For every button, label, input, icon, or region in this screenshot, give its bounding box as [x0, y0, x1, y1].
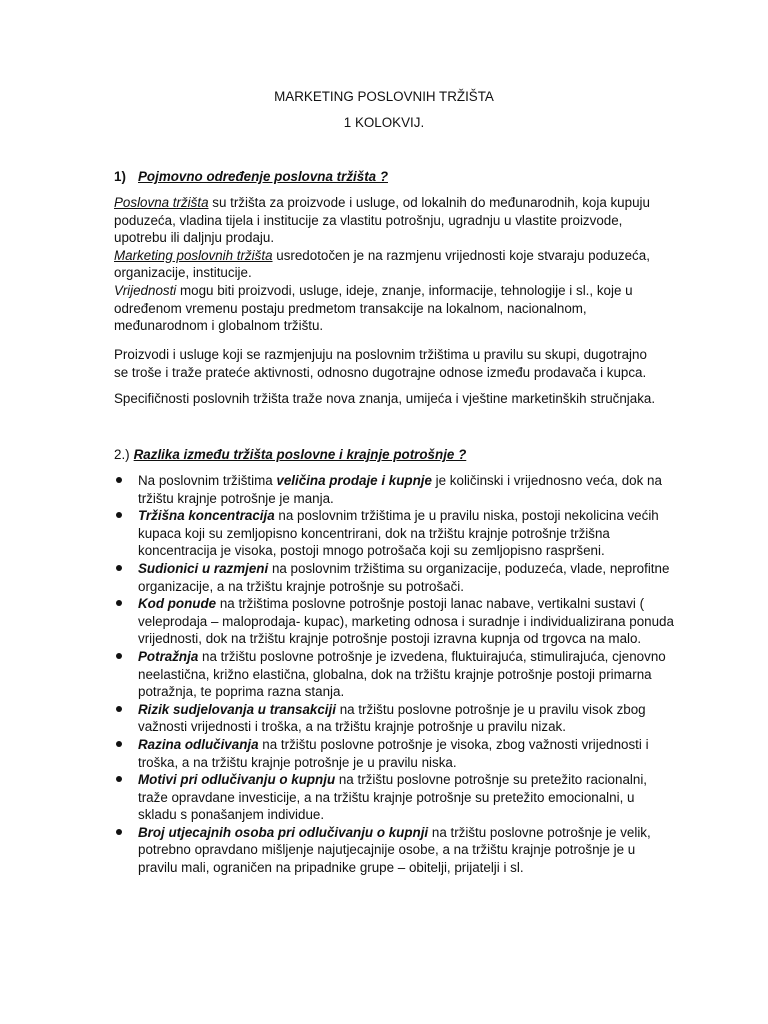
definition-marketing: [114, 247, 662, 282]
bullet-icon: [116, 776, 122, 782]
bullet-icon: [116, 829, 122, 835]
definition-term: Vrijednosti: [114, 282, 177, 298]
bullet-icon: [116, 600, 122, 606]
definition-text: su tržišta za proizvode i usluge, od lokalnih do međunarodnih, koja kupuju poduzeća, vladina tijela i institucije za vlastitu potrošnju, ugradnju u vlastite proizvode, upotrebu ili daljnju prodaju.: [114, 195, 650, 246]
list-item: [0, 560, 674, 595]
paragraph-products-services: Proizvodi i usluge koji se razmjenjuju na poslovnim tržištima u pravilu su skupi, dugotrajno se troše i traže prateće aktivnosti, odnosno dugotrajne odnose između prodavača i kupca.: [114, 347, 647, 380]
list-item: [0, 472, 674, 507]
paragraph-specifics: Specifičnosti poslovnih tržišta traže nova znanja, umijeća i vještine marketinških stručnjaka.: [114, 391, 656, 406]
differences-list: [0, 472, 768, 877]
item-prefix: Na poslovnim tržištima: [138, 473, 277, 488]
item-term: Broj utjecajnih osoba pri odlučivanju o kupnji: [138, 824, 429, 840]
document-title: MARKETING POSLOVNIH TRŽIŠTA: [274, 89, 494, 104]
definitions-paragraph: [114, 194, 662, 335]
definition-term: Poslovna tržišta: [114, 195, 209, 210]
item-text: je količinski i vrijednosno veća, dok na tržištu krajnje potrošnje je manja.: [138, 473, 662, 506]
item-text: na tržištu poslovne potrošnje je izvedena, fluktuirajuća, stimulirajuća, cjenovno neelastična, križno elastična, globalna, dok na tržištu krajnje potrošnje postoji primarna potražnja, te poprima razna stanja.: [138, 648, 666, 700]
item-term: Kod ponude: [138, 596, 217, 612]
item-text: na poslovnim tržištima je u pravilu niska, postoji nekolicina većih kupaca koji su zemljopisno koncentrirani, dok na tržištu krajnje potrošnje tržišna koncentracija je visoka, postoji mnogo potrošača koji su zemljopisno raspršeni.: [138, 508, 659, 559]
list-item: [0, 736, 674, 771]
list-item: [0, 701, 674, 736]
question-1-heading: [114, 168, 674, 186]
item-term: Razina odlučivanja: [138, 736, 259, 752]
bullet-icon: [116, 512, 122, 518]
item-term: Sudionici u razmjeni: [138, 560, 269, 576]
item-term: Tržišna koncentracija: [138, 508, 275, 524]
item-text: na tržištu poslovne potrošnje je u pravilu visok zbog važnosti vrijednosti i troška, a na tržištu krajnje potrošnje u pravilu nizak.: [138, 701, 646, 735]
bullet-icon: [116, 477, 122, 483]
item-text: na tržištu poslovne potrošnje su pretežito racionalni, traže opravdane investicije, a na tržištu krajnje potrošnje su pretežito emocionalni, u skladu s ponašanjem individue.: [138, 772, 648, 823]
bullet-icon: [116, 565, 122, 571]
item-text: na tržištu poslovne potrošnje je velik, potrebno opravdano mišljenje najutjecajnije osobe, a na tržištu krajnje potrošnje je u pravilu mali, ograničen na pripadnike grupe – obitelji, prijatelji i sl.: [138, 824, 651, 876]
item-term: Motivi pri odlučivanju o kupnju: [138, 772, 336, 788]
list-item: [0, 648, 674, 701]
question-2-heading: [114, 446, 674, 464]
item-text: na poslovnim tržištima su organizacije, poduzeća, vlade, neprofitne organizacije, a na tržištu krajnje potrošnje su potrošači.: [138, 560, 670, 594]
definition-text: usredotočen je na razmjenu vrijednosti koje stvaraju poduzeća, organizacije, institucije.: [114, 247, 650, 281]
item-term: Potražnja: [138, 648, 199, 664]
question-1-number: 1): [114, 169, 126, 184]
definition-poslovna-trzista: [114, 194, 662, 247]
list-item: [0, 824, 674, 877]
document-subtitle: 1 KOLOKVIJ.: [343, 115, 425, 130]
list-item: [0, 595, 674, 648]
bullet-icon: [116, 653, 122, 659]
question-1-text: Pojmovno određenje poslovna tržišta ?: [138, 169, 388, 184]
definition-vrijednosti: [114, 282, 662, 335]
item-term: Rizik sudjelovanja u transakciji: [138, 701, 336, 717]
question-2-text: Razlika između tržišta poslovne i krajnje potrošnje ?: [133, 447, 467, 462]
item-text: na tržištu poslovne potrošnje je visoka, zbog važnosti vrijednosti i troška, a na tržištu krajnje potrošnje je u pravilu niska.: [138, 736, 649, 770]
definition-text: mogu biti proizvodi, usluge, ideje, znanje, informacije, tehnologije i sl., koje u određenom vremenu postaju predmetom transakcije na lokalnom, nacionalnom, međunarodnom i globalnom tržištu.: [114, 282, 633, 334]
question-2-number: 2.): [114, 447, 130, 462]
item-text: na tržištima poslovne potrošnje postoji lanac nabave, vertikalni sustavi ( veleprodaja – maloprodaja- kupac), marketing odnosa i suradnje i individualizirana ponuda vrijednosti, dok na tržištu krajnje potrošnje postoji izravna kupnja od trgovca na malo.: [138, 596, 674, 647]
definition-term: Marketing poslovnih tržišta: [114, 247, 273, 263]
list-item: [0, 507, 674, 560]
list-item: [0, 771, 674, 824]
item-term: veličina prodaje i kupnje: [276, 473, 432, 488]
bullet-icon: [116, 741, 122, 747]
bullet-icon: [116, 706, 122, 712]
